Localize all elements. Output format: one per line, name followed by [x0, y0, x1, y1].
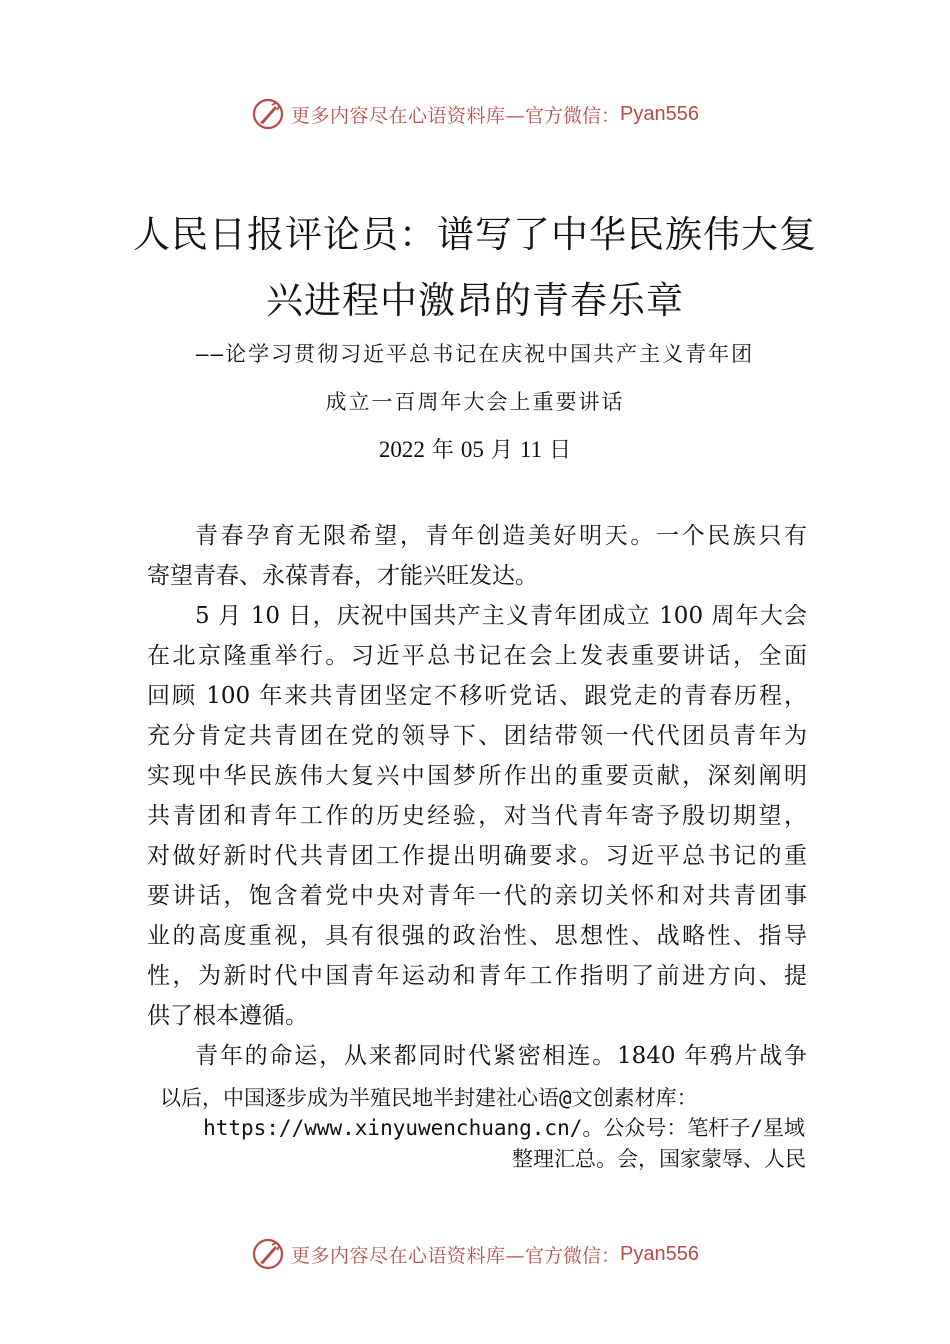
date-month-unit: 月	[490, 438, 513, 463]
body-line: 共青团和青年工作的历史经验，对当代青年寄予殷切期望，	[147, 803, 807, 829]
body-line: 实现中华民族伟大复兴中国梦所作出的重要贡献，深刻阐明	[147, 763, 807, 789]
body-line: 5 月 10 日，庆祝中国共产主义青年团成立 100 周年大会	[195, 603, 807, 629]
date-month: 05	[460, 437, 484, 462]
footer-line-1: 以后，中国逐步成为半殖民地半封建社心语@文创素材库：	[160, 1086, 698, 1110]
top-watermark-banner	[0, 96, 950, 132]
date-year: 2022	[378, 437, 425, 462]
footer-line-3: 整理汇总。会，国家蒙辱、人民	[512, 1147, 806, 1171]
body-line: 对做好新时代共青团工作提出明确要求。习近平总书记的重	[147, 843, 807, 869]
date-year-unit: 年	[431, 438, 454, 463]
article-title-line-2: 兴进程中激昂的青春乐章	[266, 279, 684, 322]
banner-wechat-id: Pyan556	[620, 102, 699, 125]
banner-wechat-label: 官方微信：	[525, 104, 621, 127]
banner-wechat-label: 官方微信：	[525, 1244, 621, 1267]
body-line: 业的高度重视，具有很强的政治性、思想性、战略性、指导	[147, 923, 807, 949]
body-line: 性，为新时代中国青年运动和青年工作指明了前进方向、提	[147, 963, 807, 989]
footer-line-2: https://www.xinyuwenchuang.cn/。公众号：笔杆子/星域	[203, 1116, 805, 1140]
body-line: 充分肯定共青团在党的领导下、团结带领一代代团员青年为	[147, 723, 807, 749]
quill-logo-icon	[251, 97, 285, 131]
publish-date	[0, 433, 950, 464]
body-line: 青年的命运，从来都同时代紧密相连。1840 年鸦片战争	[195, 1043, 807, 1069]
banner-text: 更多内容尽在心语资料库—	[291, 104, 526, 127]
banner-text: 更多内容尽在心语资料库—	[291, 1244, 526, 1267]
article-title-line-1: 人民日报评论员：谱写了中华民族伟大复	[133, 213, 817, 256]
article-subtitle-line-2: 成立一百周年大会上重要讲话	[325, 390, 625, 414]
body-line: 青春孕育无限希望，青年创造美好明天。一个民族只有	[195, 523, 807, 549]
date-day: 11	[519, 437, 543, 462]
article-subtitle-line-1: ——论学习贯彻习近平总书记在庆祝中国共产主义青年团	[195, 342, 755, 366]
body-line: 回顾 100 年来共青团坚定不移听党话、跟党走的青春历程，	[147, 683, 807, 709]
banner-wechat-id: Pyan556	[620, 1242, 699, 1265]
body-line: 供了根本遵循。	[147, 1003, 308, 1029]
bottom-watermark-banner	[0, 1236, 950, 1272]
body-line: 寄望青春、永葆青春，才能兴旺发达。	[147, 563, 538, 589]
body-line: 要讲话，饱含着党中央对青年一代的亲切关怀和对共青团事	[147, 883, 807, 909]
date-day-unit: 日	[549, 438, 572, 463]
body-line: 在北京隆重举行。习近平总书记在会上发表重要讲话，全面	[147, 643, 807, 669]
quill-logo-icon	[251, 1237, 285, 1271]
